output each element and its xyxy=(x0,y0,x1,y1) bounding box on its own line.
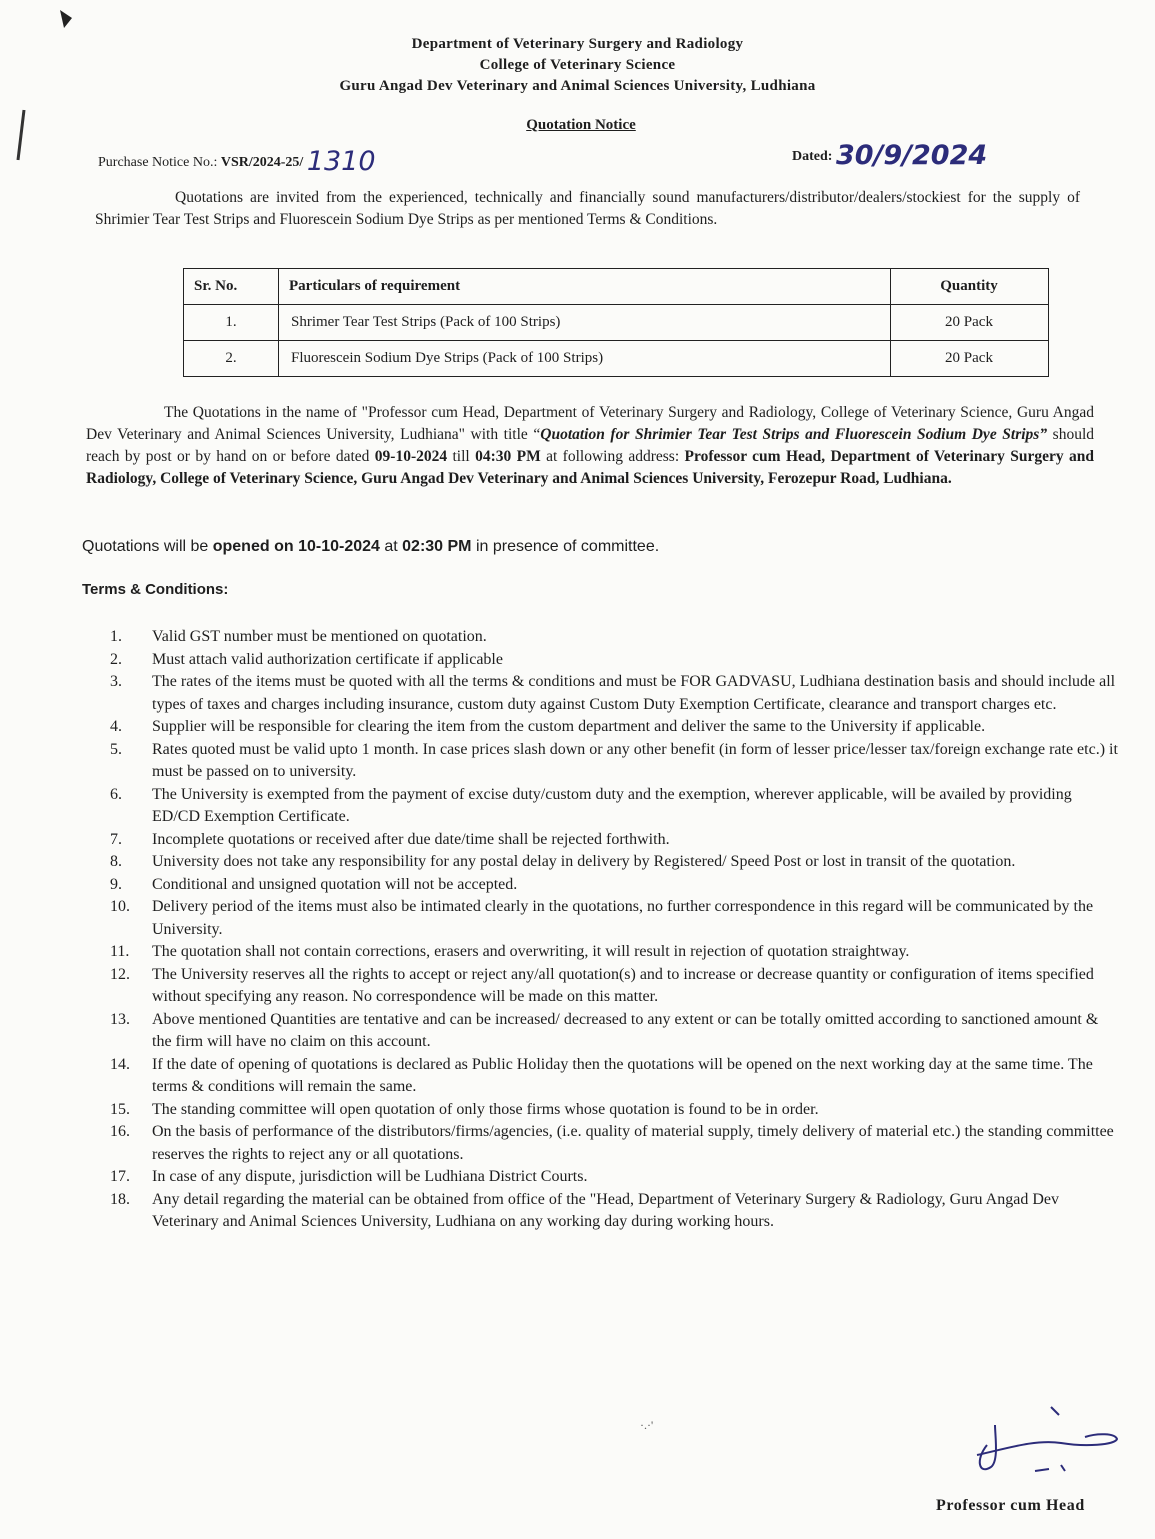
intro-paragraph: Quotations are invited from the experienced, technically and financially sound manufacturers/distributor/dealers/stockiest for the supply of Shrimier Tear Test Strips and Fluorescein Sodium Dye Strips as per mentioned Terms & Conditions. xyxy=(95,189,1080,228)
notice-prefix: VSR/2024-25/ xyxy=(220,155,304,170)
term-item xyxy=(110,716,1120,739)
college-name: College of Veterinary Science xyxy=(479,57,676,73)
term-item xyxy=(110,1166,1120,1189)
opening-text: at xyxy=(379,538,403,555)
term-text: University does not take any responsibility for any postal delay in delivery by Registered/ Speed Post or lost in transit of the quotation. xyxy=(152,853,1016,870)
term-item xyxy=(110,851,1120,874)
table-row xyxy=(184,341,1049,377)
cell-quantity: 20 Pack xyxy=(891,305,1049,341)
term-item xyxy=(110,1121,1120,1166)
table-header-row xyxy=(184,269,1049,305)
col-header-particulars: Particulars of requirement xyxy=(279,269,891,305)
term-number: 6. xyxy=(110,785,122,803)
term-number: 2. xyxy=(110,650,122,668)
term-item xyxy=(110,874,1120,897)
opening-text: in presence of committee. xyxy=(471,538,660,555)
notice-label: Purchase Notice No.: xyxy=(98,155,218,170)
term-item xyxy=(110,941,1120,964)
term-number: 9. xyxy=(110,875,122,893)
term-text: Conditional and unsigned quotation will not be accepted. xyxy=(152,875,518,893)
term-item xyxy=(110,626,1120,649)
requirements-table xyxy=(183,268,1049,377)
term-item xyxy=(110,1189,1120,1234)
term-item xyxy=(110,671,1120,716)
term-number: 15. xyxy=(110,1100,130,1118)
term-text: Delivery period of the items must also be intimated clearly in the quotations, no further correspondence in this regard will be communicated by the University. xyxy=(152,898,1094,938)
cell-sr: 1. xyxy=(184,305,279,341)
submission-paragraph xyxy=(86,402,1094,490)
term-item xyxy=(110,1099,1120,1122)
terms-list xyxy=(110,626,1120,1234)
term-number: 13. xyxy=(110,1010,130,1028)
term-text: The quotation shall not contain corrections, erasers and overwriting, it will result in rejection of quotation straightway. xyxy=(152,943,910,960)
handwritten-signature xyxy=(965,1405,1125,1485)
para-text: should reach by post or by hand on or before dated xyxy=(86,426,1094,465)
term-text: In case of any dispute, jurisdiction will be Ludhiana District Courts. xyxy=(152,1168,588,1185)
term-number: 18. xyxy=(110,1190,130,1208)
opening-time: 02:30 PM xyxy=(402,538,472,555)
term-number: 4. xyxy=(110,718,122,735)
opening-date: opened on 10-10-2024 xyxy=(212,538,380,555)
purchase-notice-number xyxy=(98,146,376,177)
term-text: The University reserves all the rights to accept or reject any/all quotation(s) and to increase or decrease quantity or configuration of items specified without specifying any reason. No correspondence will be made on this matter. xyxy=(152,965,1094,1005)
term-number: 12. xyxy=(110,965,130,983)
due-date: 09-10-2024 xyxy=(374,448,448,465)
signatory-title: Professor cum Head xyxy=(936,1497,1085,1514)
cell-quantity: 20 Pack xyxy=(891,341,1049,377)
term-item xyxy=(110,784,1120,829)
university-name: Guru Angad Dev Veterinary and Animal Sciences University, Ludhiana xyxy=(339,78,816,94)
term-text: Rates quoted must be valid upto 1 month. In case prices slash down or any other benefit (in form of lesser price/lesser tax/foreign exchange rate etc.) it must be passed on to university. xyxy=(152,740,1118,780)
term-item xyxy=(110,1054,1120,1099)
term-item xyxy=(110,1009,1120,1054)
term-number: 14. xyxy=(110,1055,130,1073)
term-text: Valid GST number must be mentioned on quotation. xyxy=(152,628,487,645)
para-text: till xyxy=(447,448,476,465)
quotation-title: Quotation for Shrimier Tear Test Strips and Fluorescein Sodium Dye Strips” xyxy=(540,426,1048,443)
term-number: 17. xyxy=(110,1168,130,1185)
letterhead xyxy=(0,34,1155,97)
term-item xyxy=(110,829,1120,852)
cell-particulars: Fluorescein Sodium Dye Strips (Pack of 100 Strips) xyxy=(279,341,891,377)
term-item xyxy=(110,896,1120,941)
term-text: Supplier will be responsible for clearing the item from the custom department and deliver the same to the University if applicable. xyxy=(152,718,986,735)
term-item xyxy=(110,739,1120,784)
opening-text: Quotations will be xyxy=(82,538,213,555)
term-number: 16. xyxy=(110,1123,130,1140)
para-text: at following address: xyxy=(540,448,685,465)
cell-particulars: Shrimer Tear Test Strips (Pack of 100 Strips) xyxy=(279,305,891,341)
term-text: Any detail regarding the material can be obtained from office of the "Head, Department of Veterinary Surgery & Radiology, Guru Angad Dev Veterinary and Animal Sciences University, Ludhiana on any working day during working hours. xyxy=(152,1190,1059,1230)
scan-mark-top xyxy=(58,8,74,30)
term-number: 3. xyxy=(110,673,122,690)
due-time: 04:30 PM xyxy=(475,448,541,465)
dated-label: Dated: xyxy=(792,149,833,164)
term-number: 8. xyxy=(110,853,122,870)
col-header-quantity: Quantity xyxy=(891,269,1049,305)
cell-sr: 2. xyxy=(184,341,279,377)
handwritten-date: 30/9/2024 xyxy=(835,140,988,171)
term-text: The standing committee will open quotation of only those firms whose quotation is found to be in order. xyxy=(152,1100,819,1118)
scan-speck: ·.·' xyxy=(640,1418,654,1432)
term-number: 11. xyxy=(110,943,130,960)
term-number: 5. xyxy=(110,740,122,758)
term-text: Above mentioned Quantities are tentative and can be increased/ decreased to any extent or can be totally omitted according to sanctioned amount & the firm will have no claim on this account. xyxy=(152,1010,1099,1050)
term-item xyxy=(110,649,1120,672)
table-row xyxy=(184,305,1049,341)
notice-date xyxy=(792,140,987,171)
terms-heading: Terms & Conditions: xyxy=(82,581,229,598)
term-text: The rates of the items must be quoted with all the terms & conditions and must be FOR GADVASU, Ludhiana destination basis and should include all types of taxes and charges including insurance, custom duty against Custom Duty Exemption Certificate, clearance and transport charges etc. xyxy=(152,673,1116,713)
department-name: Department of Veterinary Surgery and Radiology xyxy=(411,36,744,52)
term-text: Must attach valid authorization certificate if applicable xyxy=(152,650,503,668)
term-text: Incomplete quotations or received after due date/time shall be rejected forthwith. xyxy=(152,830,670,848)
col-header-sr: Sr. No. xyxy=(184,269,279,305)
term-text: If the date of opening of quotations is declared as Public Holiday then the quotations will be opened on the next working day at the same time. The terms & conditions will remain the same. xyxy=(152,1055,1093,1095)
term-text: The University is exempted from the payment of excise duty/custom duty and the exemption, wherever applicable, will be availed by providing ED/CD Exemption Certificate. xyxy=(152,785,1072,825)
term-number: 10. xyxy=(110,898,130,915)
document-title: Quotation Notice xyxy=(526,117,636,133)
term-number: 7. xyxy=(110,830,122,848)
opening-info xyxy=(82,538,659,556)
term-item xyxy=(110,964,1120,1009)
term-text: On the basis of performance of the distributors/firms/agencies, (i.e. quality of material supply, timely delivery of material etc.) the standing committee reserves the rights to reject any or all quotations. xyxy=(152,1123,1114,1163)
term-number: 1. xyxy=(110,628,122,645)
submission-address: Professor cum Head, Department of Veterinary Surgery and Radiology, College of Veterinary Science, Guru Angad Dev Veterinary and Animal Sciences University, Ferozepur Road, Ludhiana. xyxy=(86,448,1094,487)
handwritten-notice-number: 1310 xyxy=(306,146,376,177)
para-text: The Quotations in the name of "Professor cum Head, Department of Veterinary Surgery and Radiology, College of Veterinary Science, Guru Angad Dev Veterinary and Animal Sciences University, Ludhiana" with title “ xyxy=(86,404,1094,443)
